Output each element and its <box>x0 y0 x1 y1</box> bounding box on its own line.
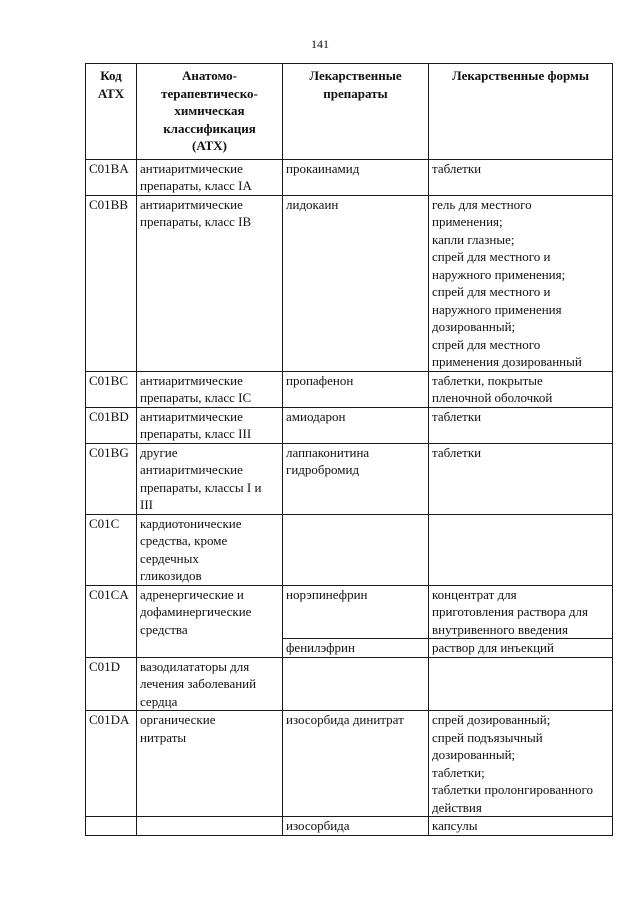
cell-code: C01CA <box>86 585 137 657</box>
table-row <box>86 585 613 639</box>
cell-drug: прокаинамид <box>283 159 429 195</box>
table-row <box>86 371 613 407</box>
cell-classification: вазодилататоры для лечения заболеваний сердца <box>137 657 283 711</box>
cell-code: C01C <box>86 514 137 585</box>
table-row <box>86 514 613 585</box>
cell-drug <box>283 514 429 585</box>
cell-classification: другие антиаритмические препараты, классы I и III <box>137 443 283 514</box>
cell-forms <box>429 657 613 711</box>
cell-drug: норэпинефрин <box>283 585 429 639</box>
cell-forms: таблетки <box>429 407 613 443</box>
table-row <box>86 711 613 817</box>
page-number: 141 <box>311 37 329 51</box>
cell-code: C01DA <box>86 711 137 817</box>
cell-drug: лидокаин <box>283 195 429 371</box>
header-classification: Анатомо- терапевтическо- химическая классификация (АТХ) <box>137 64 283 160</box>
cell-drug: пропафенон <box>283 371 429 407</box>
cell-classification: антиаритмические препараты, класс IA <box>137 159 283 195</box>
cell-forms: таблетки, покрытые пленочной оболочкой <box>429 371 613 407</box>
cell-classification: адренергические и дофаминергические средства <box>137 585 283 657</box>
cell-classification <box>137 817 283 836</box>
cell-code: C01BA <box>86 159 137 195</box>
cell-code <box>86 817 137 836</box>
cell-forms: раствор для инъекций <box>429 639 613 658</box>
table-header-row <box>86 64 613 160</box>
cell-code: C01D <box>86 657 137 711</box>
table-row <box>86 195 613 371</box>
cell-classification: антиаритмические препараты, класс IC <box>137 371 283 407</box>
cell-classification: антиаритмические препараты, класс IB <box>137 195 283 371</box>
header-code: Код АТХ <box>86 64 137 160</box>
cell-drug: лаппаконитина гидробромид <box>283 443 429 514</box>
table-row <box>86 407 613 443</box>
table-row <box>86 443 613 514</box>
cell-drug: амиодарон <box>283 407 429 443</box>
cell-drug: фенилэфрин <box>283 639 429 658</box>
cell-code: C01BC <box>86 371 137 407</box>
cell-drug: изосорбида <box>283 817 429 836</box>
atx-classification-table <box>85 63 613 836</box>
header-drugs: Лекарственные препараты <box>283 64 429 160</box>
cell-forms: спрей дозированный; спрей подъязычный дозированный; таблетки; таблетки пролонгированного действия <box>429 711 613 817</box>
cell-drug: изосорбида динитрат <box>283 711 429 817</box>
header-forms: Лекарственные формы <box>429 64 613 160</box>
cell-forms: гель для местного применения; капли глазные; спрей для местного и наружного применения; спрей для местного и наружного применения дозированный; спрей для местного применения дозированный <box>429 195 613 371</box>
cell-code: C01BG <box>86 443 137 514</box>
cell-classification: кардиотонические средства, кроме сердечных гликозидов <box>137 514 283 585</box>
cell-code: C01BD <box>86 407 137 443</box>
table-row <box>86 159 613 195</box>
cell-classification: органические нитраты <box>137 711 283 817</box>
cell-forms: концентрат для приготовления раствора для внутривенного введения <box>429 585 613 639</box>
cell-forms: таблетки <box>429 443 613 514</box>
table-subrow <box>86 817 613 836</box>
cell-forms <box>429 514 613 585</box>
cell-forms: капсулы <box>429 817 613 836</box>
table-row <box>86 657 613 711</box>
cell-code: C01BB <box>86 195 137 371</box>
cell-classification: антиаритмические препараты, класс III <box>137 407 283 443</box>
cell-forms: таблетки <box>429 159 613 195</box>
cell-drug <box>283 657 429 711</box>
